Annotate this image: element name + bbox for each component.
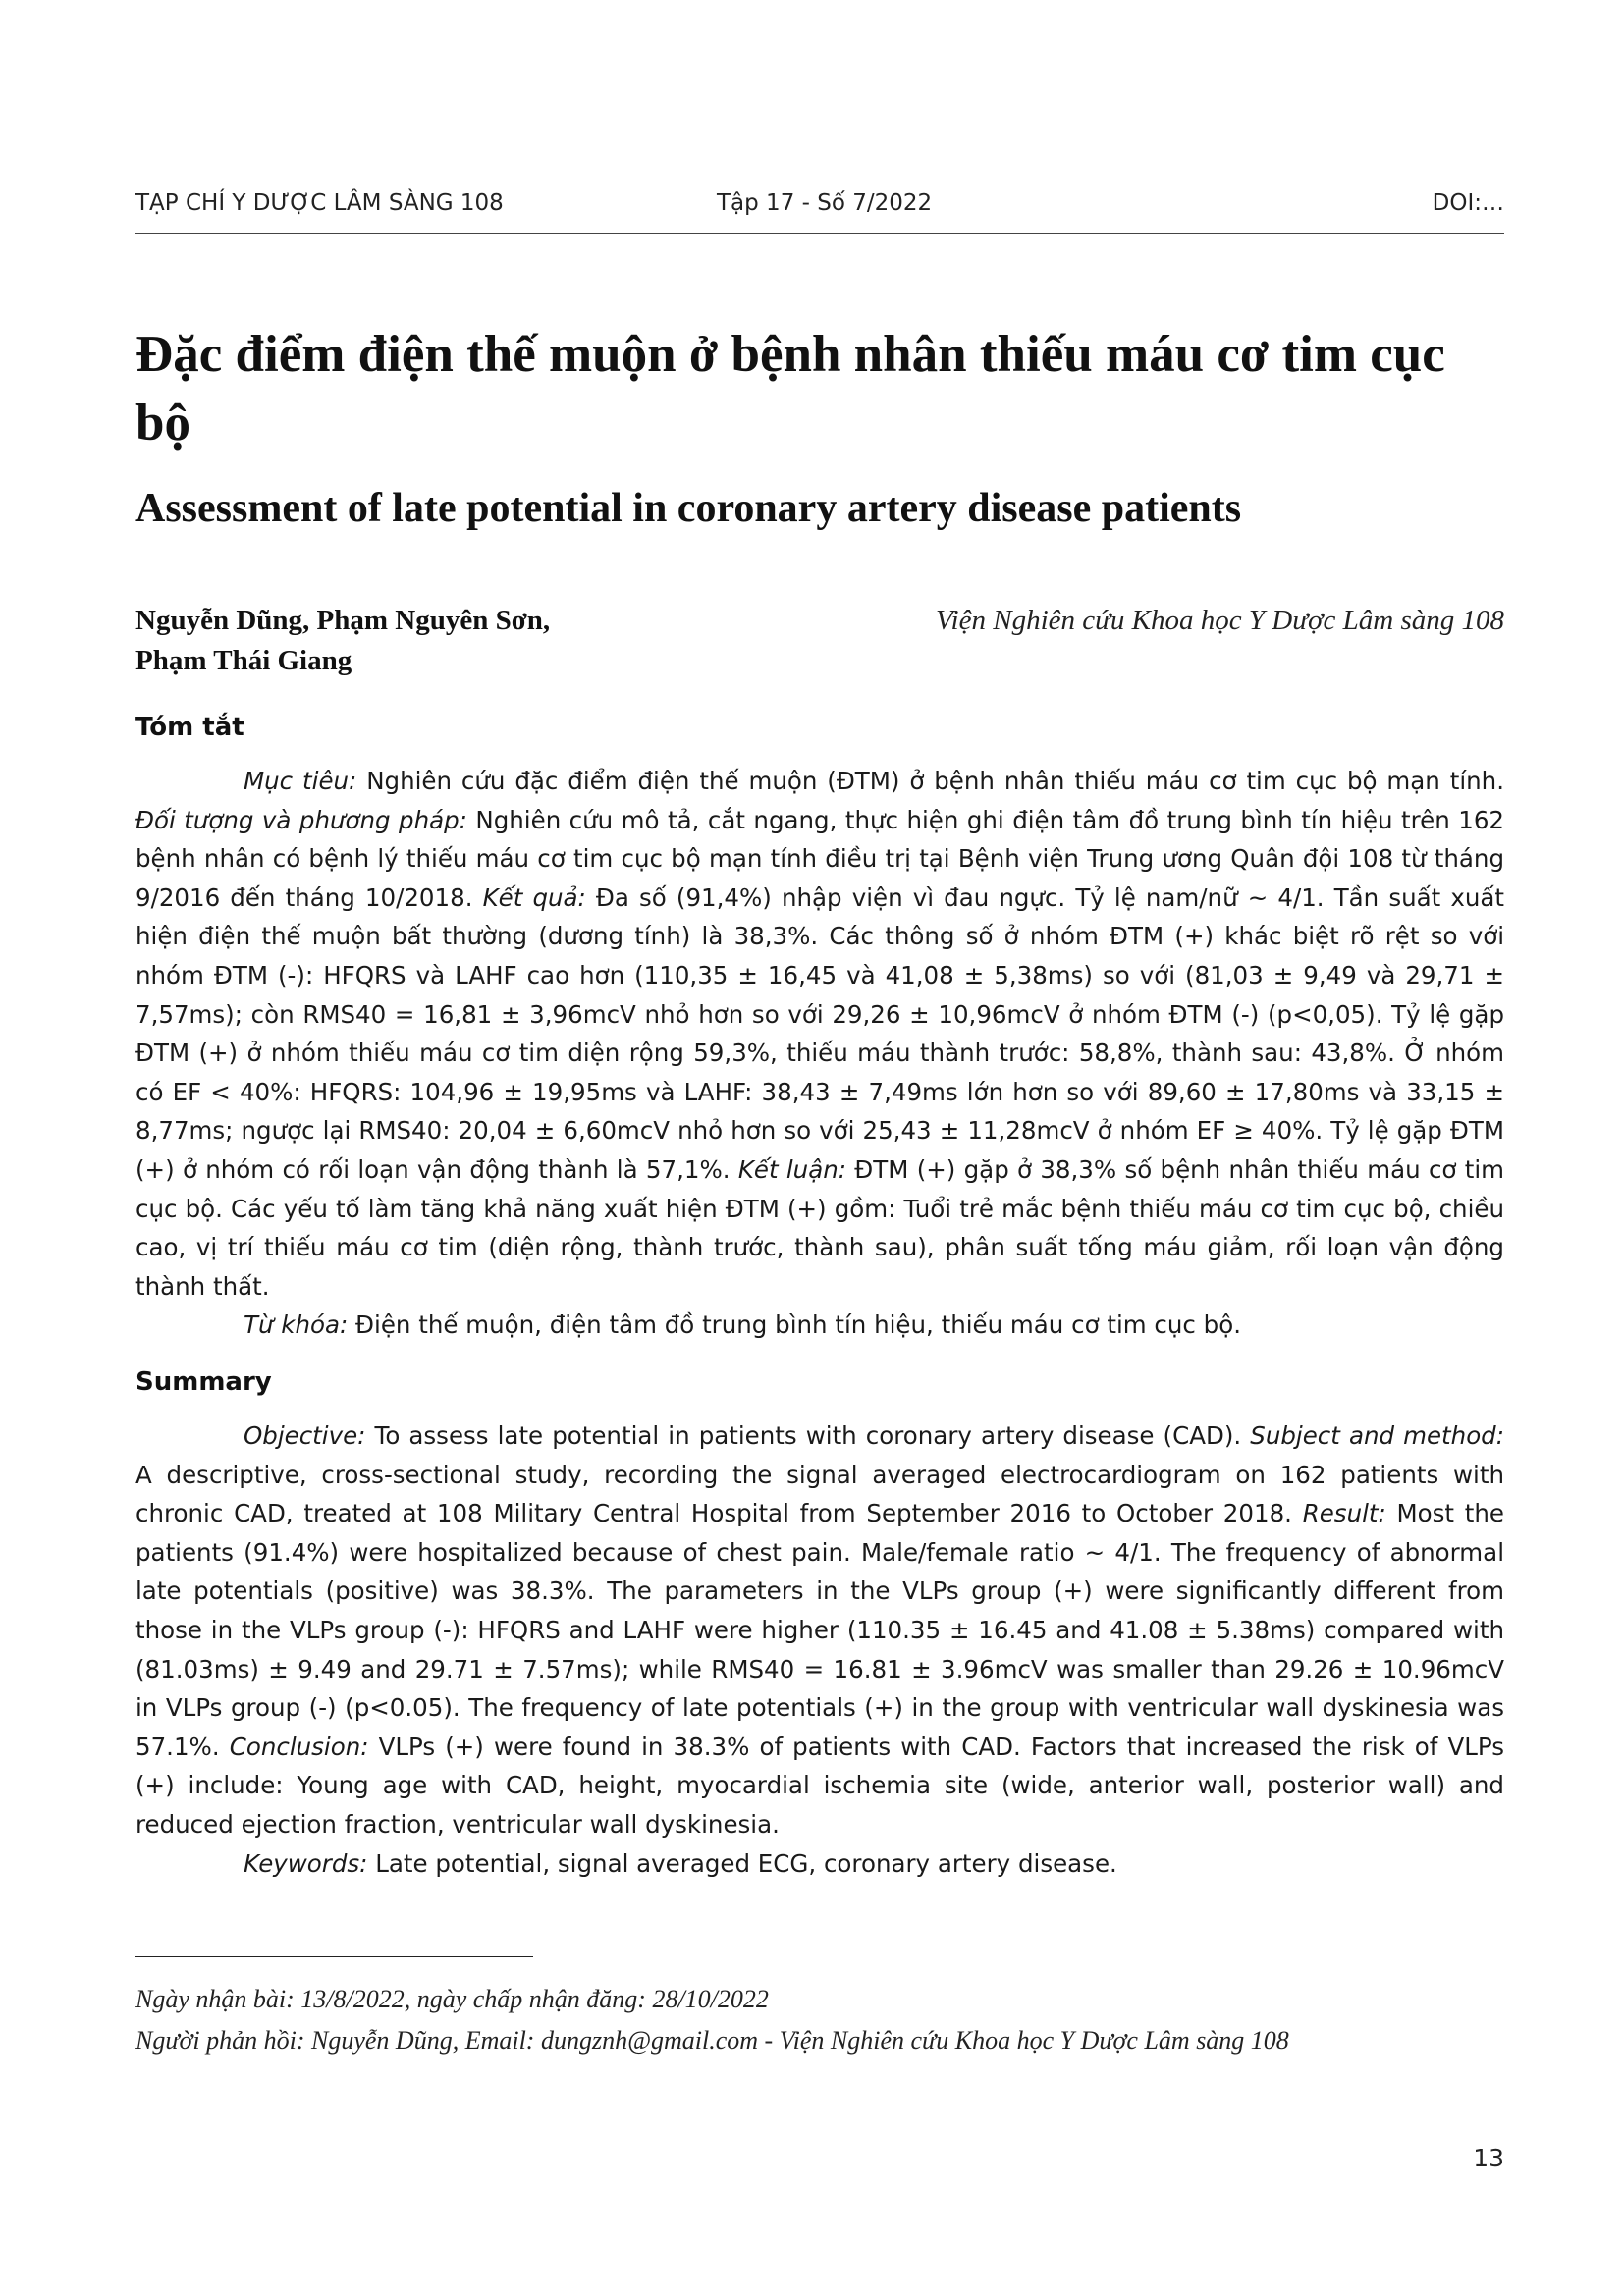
received-date-note: Ngày nhận bài: 13/8/2022, ngày chấp nhận đăng: 28/10/2022: [135, 1985, 769, 2013]
header-divider: [135, 233, 1504, 234]
result-text: Đa số (91,4%) nhập viện vì đau ngực. Tỷ lệ nam/nữ ~ 4/1. Tần suất xuất hiện điện thế muộn bất thường (dương tính) là 38,3%. Các thông số ở nhóm ĐTM (+) khác biệt rõ rệt so với nhóm ĐTM (-): HFQRS và LAHF cao hơn (110,35 ± 16,45 và 41,08 ± 5,38ms) so với (81,03 ± 9,49 và 29,71 ± 7,57ms); còn RMS40 = 16,81 ± 3,96mcV nhỏ hơn so với 29,26 ± 10,96mcV ở nhóm ĐTM (-) (p<0,05). Tỷ lệ gặp ĐTM (+) ở nhóm thiếu máu cơ tim diện rộng 59,3%, thiếu máu thành trước: 58,8%, thành sau: 43,8%. Ở nhóm có EF < 40%: HFQRS: 104,96 ± 19,95ms và LAHF: 38,43 ± 7,49ms lớn hơn so với 89,60 ± 17,80ms và 33,15 ± 8,77ms; ngược lại RMS40: 20,04 ± 6,60mcV nhỏ hơn so với 25,43 ± 11,28mcV ở nhóm EF ≥ 40%. Tỷ lệ gặp ĐTM (+) ở nhóm có rối loạn vận động thành là 57,1%.: [135, 882, 1504, 1184]
method-label: Subject and method:: [1250, 1421, 1504, 1450]
objective-text: To assess late potential in patients with coronary artery disease (CAD).: [365, 1421, 1251, 1450]
result-text: Most the patients (91.4%) were hospitalized because of chest pain. Male/female ratio ~ 4/1. The frequency of abnormal late potentials (positive) was 38.3%. The parameters in the VLPs group (+) were significantly different from those in the VLPs group (-): HFQRS and LAHF were higher (110.35 ± 16.45 and 41.08 ± 5.38ms) compared with (81.03ms) ± 9.49 and 29.71 ± 7.57ms); while RMS40 = 16.81 ± 3.96mcV was smaller than 29.26 ± 10.96mcV in VLPs group (-) (p<0.05). The frequency of late potentials (+) in the group with ventricular wall dyskinesia was 57.1%.: [135, 1499, 1504, 1761]
result-label: Kết quả:: [482, 882, 586, 912]
footnote-divider: [135, 1956, 533, 1957]
objective-text: Nghiên cứu đặc điểm điện thế muộn (ĐTM) ở bệnh nhân thiếu máu cơ tim cục bộ mạn tính.: [356, 767, 1504, 795]
conclusion-text: ĐTM (+) gặp ở 38,3% số bệnh nhân thiếu máu cơ tim cục bộ. Các yếu tố làm tăng khả năng xuất hiện ĐTM (+) gồm: Tuổi trẻ mắc bệnh thiếu máu cơ tim cục bộ, chiều cao, vị trí thiếu máu cơ tim (diện rộng, thành trước, thành sau), phân suất tống máu giảm, rối loạn vận động thành thất.: [135, 1154, 1504, 1301]
doi-label: DOI:…: [1432, 190, 1504, 216]
objective-label: Objective:: [244, 1421, 366, 1450]
running-header: [135, 190, 1504, 226]
abstract-en-body: [135, 1416, 1504, 1844]
method-label: Đối tượng và phương pháp:: [135, 805, 467, 834]
abstract-en-heading: Summary: [135, 1367, 272, 1397]
keywords-text: Điện thế muộn, điện tâm đồ trung bình tín hiệu, thiếu máu cơ tim cục bộ.: [348, 1310, 1242, 1340]
abstract-vi-body: [135, 762, 1504, 1306]
abstract-vietnamese: [135, 762, 1504, 1345]
journal-name: TẠP CHÍ Y DƯỢC LÂM SÀNG 108: [135, 190, 504, 216]
keywords-vi: [135, 1306, 1504, 1345]
objective-label: Mục tiêu:: [244, 767, 357, 795]
conclusion-text: VLPs (+) were found in 38.3% of patients with CAD. Factors that increased the risk of VLPs (+) include: Young age with CAD, height, myocardial ischemia site (wide, anterior wall, posterior wall) and reduced ejection fraction, ventricular wall dyskinesia.: [135, 1732, 1504, 1839]
keywords-label: Keywords:: [244, 1848, 368, 1878]
correspondence-note: Người phản hồi: Nguyễn Dũng, Email: dungznh@gmail.com - Viện Nghiên cứu Khoa học Y Dược Lâm sàng 108: [135, 2026, 1289, 2055]
author-list: [135, 601, 685, 681]
method-text: A descriptive, cross-sectional study, recording the signal averaged electrocardiogram on 162 patients with chronic CAD, treated at 108 Military Central Hospital from September 2016 to October 2018.: [135, 1460, 1504, 1528]
page-number: 13: [1473, 2144, 1504, 2172]
issue-number: Tập 17 - Số 7/2022: [717, 190, 933, 216]
keywords-en: [135, 1844, 1504, 1884]
title-vietnamese: Đặc điểm điện thế muộn ở bệnh nhân thiếu máu cơ tim cục bộ: [135, 326, 1445, 452]
footnotes: [135, 1979, 1504, 2061]
affiliation: Viện Nghiên cứu Khoa học Y Dược Lâm sàng 108: [935, 605, 1504, 636]
author-line-2: Phạm Thái Giang: [135, 645, 352, 676]
keywords-text: Late potential, signal averaged ECG, coronary artery disease.: [367, 1848, 1117, 1878]
abstract-english: [135, 1416, 1504, 1883]
title-english: Assessment of late potential in coronary artery disease patients: [135, 486, 1242, 531]
keywords-label: Từ khóa:: [244, 1310, 349, 1340]
abstract-vi-heading: Tóm tắt: [135, 713, 244, 742]
conclusion-label: Kết luận:: [737, 1154, 846, 1184]
author-line-1: Nguyễn Dũng, Phạm Nguyên Sơn,: [135, 605, 551, 636]
conclusion-label: Conclusion:: [229, 1732, 369, 1761]
method-text: Nghiên cứu mô tả, cắt ngang, thực hiện ghi điện tâm đồ trung bình tín hiệu trên 162 bệnh nhân có bệnh lý thiếu máu cơ tim cục bộ mạn tính điều trị tại Bệnh viện Trung ương Quân đội 108 từ tháng 9/2016 đến tháng 10/2018.: [135, 805, 1504, 912]
result-label: Result:: [1302, 1499, 1386, 1528]
